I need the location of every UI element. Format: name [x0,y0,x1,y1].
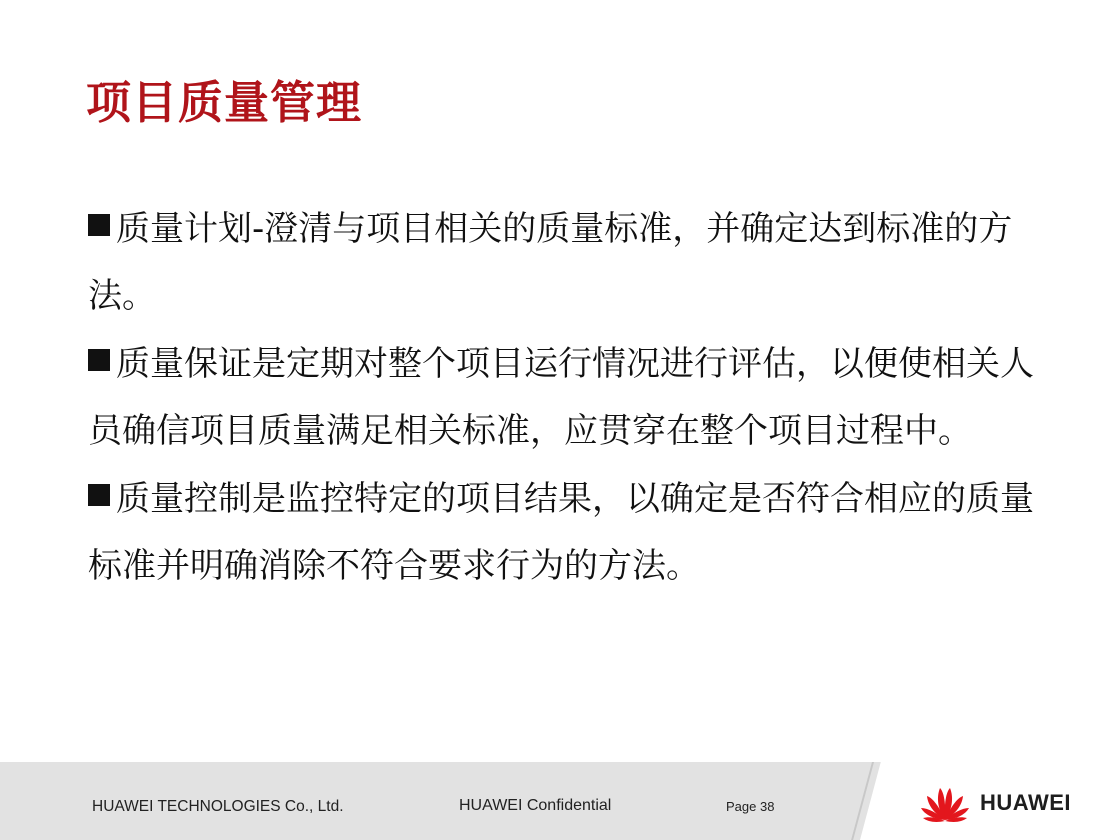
huawei-logo [916,784,1086,824]
bullet-text: 质量计划-澄清与项目相关的质量标准，并确定达到标准的方法。 [88,209,1013,317]
page-number: Page 38 [726,799,775,814]
square-bullet-icon [88,214,110,236]
bullet-text: 质量保证是定期对整个项目运行情况进行评估，以便使相关人员确信项目质量满足相关标准，应贯穿在整个项目过程中。 [88,343,1034,452]
company-name: HUAWEI TECHNOLOGIES Co., Ltd. [92,798,344,815]
huawei-petal-logo-icon [918,784,972,824]
slide-title: 项目质量管理 [86,76,363,129]
bullet-item [88,196,1048,331]
square-bullet-icon [88,349,110,371]
bullet-text: 质量控制是监控特定的项目结果，以确定是否符合相应的质量标准并明确消除不符合要求行为的方法。 [88,478,1034,587]
bullet-item [88,466,1048,601]
bullet-item [88,331,1048,466]
square-bullet-icon [88,484,110,506]
slide-body [88,196,1048,600]
confidential-label: HUAWEI Confidential [459,797,612,814]
huawei-wordmark: HUAWEI [980,790,1071,815]
